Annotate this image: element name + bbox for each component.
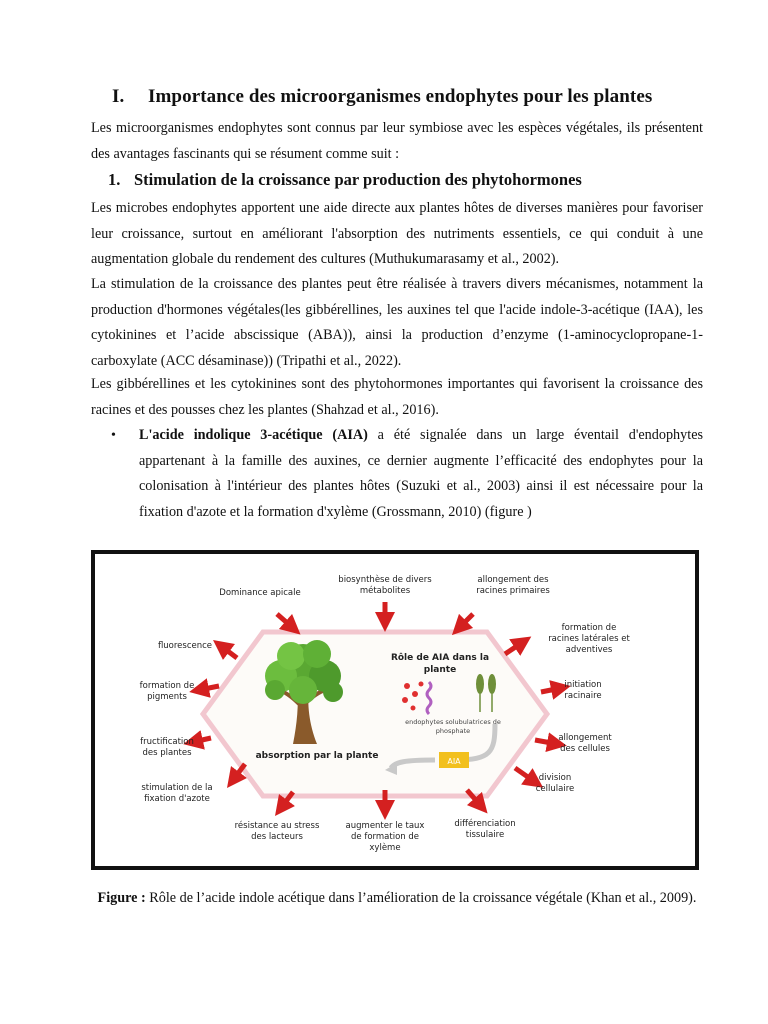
figure-label-azote-2: fixation d'azote xyxy=(144,794,210,804)
center-small-1: endophytes solubulatrices de xyxy=(405,718,501,726)
subsection-number: 1. xyxy=(108,170,121,189)
arrow-fructification xyxy=(193,738,211,742)
arrow-cellules xyxy=(535,740,557,744)
arrow-racines-laterales xyxy=(505,642,523,654)
figure-label-biosynthese-2: métabolites xyxy=(359,586,411,596)
arrow-dominance xyxy=(277,614,293,628)
figure-label-pigments-2: pigments xyxy=(147,692,187,702)
hexagon-frame xyxy=(203,632,547,796)
figure-caption xyxy=(91,886,703,910)
bullet-body: a été signalée dans un large éventail d'endophytes appartenant à la famille des auxines, ce dernier augmente l’efficacité des endophytes pour la colonisation à l'intérieur des plantes hôtes (Suzuki et al., 2003) ainsi il est nécessaire pour la fixation d'azote et la formation d'xylème (Grossmann, 2010) (figure ) xyxy=(139,427,704,520)
bullet-text xyxy=(139,423,703,525)
figure-label-racines-laterales-3: adventives xyxy=(565,645,613,655)
aia-label: AIA xyxy=(447,757,461,766)
paragraph-1: Les microbes endophytes apportent une aide directe aux plantes hôtes de diverses manières pour favoriser leur croissance, surtout en améliorant l'absorption des nutriments essentiels, ce qui conduit à une augmentation globale du rendement des cultures (Muthukumarasamy et al., 2002). xyxy=(91,200,703,267)
figure-label-fructification-1: fructification xyxy=(140,737,194,747)
figure-label-racines-laterales-1: formation de xyxy=(561,623,617,633)
figure-label-allongement-cellules-2: des cellules xyxy=(560,744,610,754)
figure-label-fructification-2: des plantes xyxy=(142,748,192,758)
figure-label-allongement-racines-1: allongement des xyxy=(477,575,549,585)
arrow-racines-primaires xyxy=(459,614,473,628)
figure-label-fluorescence-1: fluorescence xyxy=(157,641,213,651)
figure-label-azote-1: stimulation de la xyxy=(141,783,213,793)
figure-label-xyleme-2: de formation de xyxy=(351,832,419,842)
figure-label-differenciation-1: différenciation xyxy=(454,819,516,829)
figure-diagram xyxy=(91,550,699,870)
center-small-2: phosphate xyxy=(435,727,471,735)
section-number: I. xyxy=(112,86,125,107)
center-title-1: Rôle de AIA dans la xyxy=(390,653,490,663)
center-title-2: plante xyxy=(423,665,457,675)
bullet-item xyxy=(91,423,703,525)
figure-label-resistance-2: des lacteurs xyxy=(251,832,303,842)
figure-label-division-1: division xyxy=(538,773,572,783)
figure-label-resistance-1: résistance au stress xyxy=(234,821,320,831)
figure-label-pigments-1: formation de xyxy=(139,681,195,691)
figure-label-allongement-racines-2: racines primaires xyxy=(476,586,550,596)
center-bottom-label: absorption par la plante xyxy=(255,751,379,761)
figure-label-dominance-1: Dominance apicale xyxy=(219,588,301,598)
bullet-bold-term: L'acide indolique 3-acétique (AIA) xyxy=(139,427,368,443)
caption-text: Rôle de l’acide indole acétique dans l’amélioration de la croissance végétale (Khan et al., 2009). xyxy=(145,890,697,906)
section-heading xyxy=(112,86,652,108)
figure-label-racines-laterales-2: racines latérales et xyxy=(548,634,630,644)
paragraph-2: La stimulation de la croissance des plantes peut être réalisée à travers divers mécanismes, notamment la production d'hormones végétales(les gibbérellines, les auxines tel que l'acide indole-3-acétique (IAA), les cytokinines et l’acide abscissique (ABA)), ainsi la production d’enzyme (1-aminocyclopropane-1-carboxylate (ACC désaminase)) (Tripathi et al., 2022). xyxy=(91,276,703,369)
intro-paragraph: Les microorganismes endophytes sont connus par leur symbiose avec les espèces végétales, ils présentent des avantages fascinants qui se résument comme suit : xyxy=(91,120,703,162)
arrow-fluorescence xyxy=(221,646,237,658)
paragraph-3: Les gibbérellines et les cytokinines sont des phytohormones importantes qui favorisent la croissance des racines et des pousses chez les plantes (Shahzad et al., 2016). xyxy=(91,376,703,418)
bullet-marker: • xyxy=(111,428,116,443)
caption-label: Figure : xyxy=(97,890,146,906)
arrow-division xyxy=(515,768,535,782)
figure-label-biosynthese-1: biosynthèse de divers xyxy=(338,575,432,585)
figure-label-xyleme-1: augmenter le taux xyxy=(345,821,425,831)
figure-svg xyxy=(95,554,695,866)
figure-label-initiation-1: initiation xyxy=(564,680,602,690)
arrow-initiation xyxy=(541,688,561,692)
subsection-heading xyxy=(108,170,582,190)
section-title: Importance des microorganismes endophytes pour les plantes xyxy=(148,86,653,107)
figure-label-allongement-cellules-1: allongement xyxy=(558,733,612,743)
figure-label-division-2: cellulaire xyxy=(535,784,575,794)
figure-label-initiation-2: racinaire xyxy=(564,691,602,701)
arrow-pigments xyxy=(199,686,219,690)
figure-label-xyleme-3: xylème xyxy=(369,843,401,853)
subsection-title: Stimulation de la croissance par production des phytohormones xyxy=(134,170,582,189)
figure-label-differenciation-2: tissulaire xyxy=(465,830,505,840)
